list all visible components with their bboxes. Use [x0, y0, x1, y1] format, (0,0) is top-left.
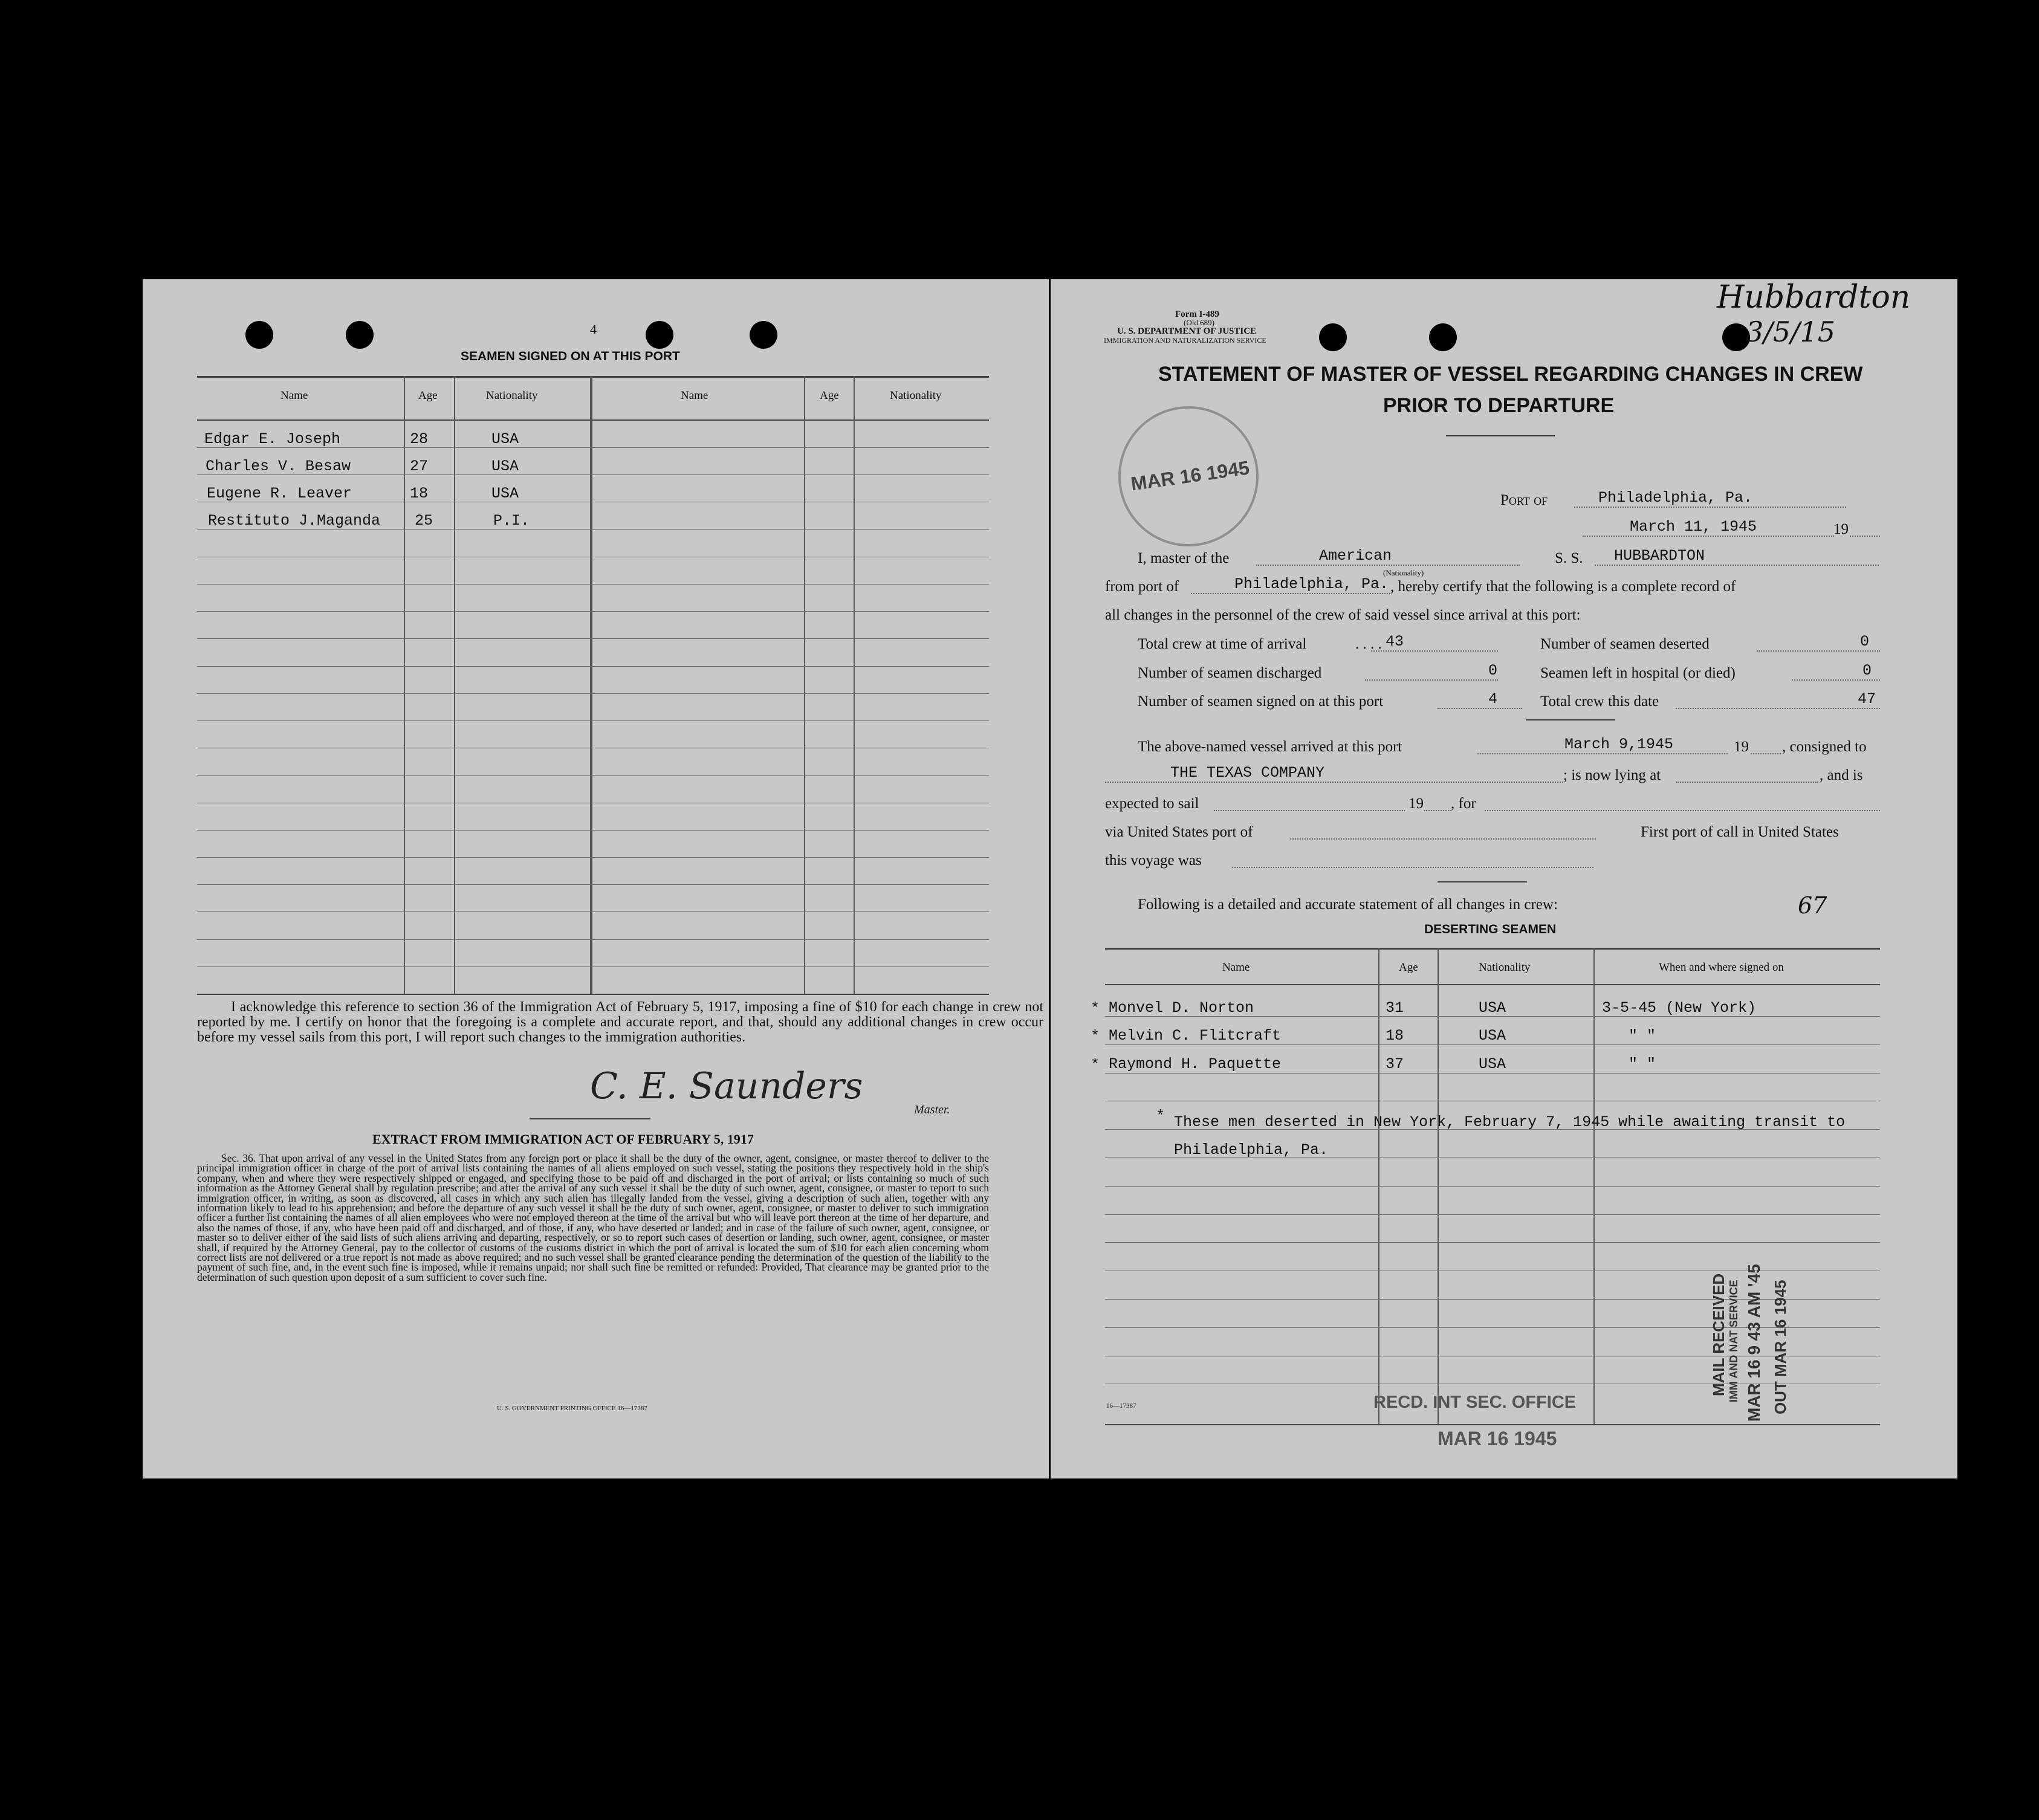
deserted-label: Number of seamen deserted — [1540, 636, 1710, 652]
sail-year: 19 — [1408, 795, 1424, 812]
col-header-age-2: Age — [820, 389, 839, 402]
table-row-line — [197, 693, 989, 694]
stamp-received-office: RECD. INT SEC. OFFICE — [1373, 1393, 1577, 1412]
master-signature: C. E. Saunders — [590, 1065, 863, 1107]
col-header-name-2: Name — [681, 389, 708, 402]
following-label: Following is a detailed and accurate statement of all changes in crew: — [1138, 896, 1558, 913]
row-nationality: P.I. — [493, 512, 530, 529]
total-crew-arrival: 43 — [1386, 633, 1404, 650]
column-divider — [590, 376, 592, 994]
col-header-nationality: Nationality — [486, 389, 538, 402]
acknowledgment-text: I acknowledge this reference to section 36 of the Immigration Act of February 5, 1917, imposing a fine of $10 for each change in crew not reported by me. I certify on honor that the foregoing is a complete and accurate report, and that, should any additional changes in crew occur before my vessel sails from this port, I will report such changes to the immigration authorities. — [197, 999, 1043, 1045]
extract-title: EXTRACT FROM IMMIGRATION ACT OF FEBRUARY 5, 1917 — [372, 1132, 754, 1147]
printing-office: U. S. GOVERNMENT PRINTING OFFICE 16—17387 — [497, 1405, 647, 1412]
port-field — [1574, 507, 1846, 508]
certify-text: , hereby certify that the following is a complete record of — [1390, 578, 1736, 595]
voyage-field — [1232, 867, 1593, 868]
handwritten-number: 3/5/15 — [1746, 316, 1836, 348]
lying-field — [1676, 782, 1818, 783]
table-row-line — [197, 939, 989, 940]
title-rule — [1446, 435, 1555, 436]
deserting-table-top-rule — [1105, 948, 1880, 950]
desert-col-signed-on: When and where signed on — [1659, 961, 1784, 974]
discharged-count: 0 — [1488, 662, 1498, 679]
table-row-line — [197, 857, 989, 858]
stamp-mail-received: MAIL RECEIVED — [1710, 1273, 1728, 1396]
deserting-table-bottom-rule — [1105, 1424, 1880, 1425]
divider — [1526, 719, 1615, 721]
discharged-label: Number of seamen discharged — [1138, 665, 1322, 681]
note-line-1: These men deserted in New York, February 7, 1945 while awaiting transit to — [1174, 1113, 1846, 1131]
punch-hole — [750, 321, 777, 349]
arrived-year-field — [1751, 753, 1781, 754]
total-crew-arrival-field — [1371, 650, 1498, 652]
desert-signed-on: " " — [1629, 1055, 1656, 1073]
desert-mark: * — [1091, 1000, 1100, 1017]
table-row-line — [197, 638, 989, 639]
table-row-line — [197, 666, 989, 667]
col-header-name: Name — [280, 389, 308, 402]
via-label: via United States port of — [1105, 824, 1253, 840]
dots: . . . . — [1355, 636, 1382, 652]
row-nationality: USA — [491, 485, 519, 502]
handwritten-vessel-name: Hubbardton — [1717, 279, 1911, 316]
punch-hole — [245, 321, 273, 349]
nationality-caption: (Nationality) — [1383, 568, 1424, 577]
table-row-line — [197, 775, 989, 776]
table-top-rule — [197, 376, 989, 378]
desert-name: Monvel D. Norton — [1109, 999, 1254, 1017]
table-row-line — [1105, 1242, 1880, 1243]
round-stamp-date: MAR 16 1945 — [1129, 456, 1251, 495]
hospital-label: Seamen left in hospital (or died) — [1540, 665, 1736, 681]
destination-field — [1485, 810, 1880, 811]
deserting-table-header-rule — [1105, 984, 1880, 985]
row-age: 27 — [410, 458, 429, 475]
table-row-line — [197, 884, 989, 885]
page-number: 4 — [590, 322, 597, 337]
table-row-line — [1105, 1214, 1880, 1215]
department: U. S. DEPARTMENT OF JUSTICE — [1117, 326, 1257, 336]
for-label: , for — [1451, 795, 1476, 812]
desert-nationality: USA — [1479, 1055, 1506, 1073]
from-port-value: Philadelphia, Pa. — [1234, 575, 1389, 593]
form-title-line2: PRIOR TO DEPARTURE — [1383, 394, 1615, 417]
deserted-count: 0 — [1860, 633, 1870, 650]
form-title-line1: STATEMENT OF MASTER OF VESSEL REGARDING CHANGES IN CREW — [1158, 363, 1863, 386]
signed-on-count: 4 — [1488, 690, 1498, 708]
desert-mark: * — [1091, 1056, 1100, 1074]
expected-label: expected to sail — [1105, 795, 1199, 812]
desert-age: 31 — [1386, 999, 1404, 1017]
divider — [530, 1118, 650, 1119]
arrived-label: The above-named vessel arrived at this port — [1138, 739, 1402, 755]
row-nationality: USA — [491, 430, 519, 448]
arrived-year: 19 — [1734, 739, 1749, 755]
ship-name-field — [1595, 565, 1879, 566]
ship-name: HUBBARDTON — [1614, 547, 1705, 565]
column-divider — [454, 376, 455, 994]
date-field — [1583, 536, 1834, 537]
desert-nationality: USA — [1479, 1027, 1506, 1044]
note-mark: * — [1156, 1107, 1165, 1125]
desert-nationality: USA — [1479, 999, 1506, 1017]
nationality-value: American — [1319, 547, 1392, 565]
col-header-age: Age — [418, 389, 438, 402]
from-port-field — [1191, 593, 1390, 594]
desert-age: 37 — [1386, 1055, 1404, 1073]
handwritten-67: 67 — [1798, 892, 1827, 919]
punch-hole — [346, 321, 374, 349]
deserted-field — [1757, 650, 1880, 652]
sail-year-field — [1424, 810, 1451, 811]
total-crew-date-field — [1676, 708, 1880, 709]
extract-text: Sec. 36. That upon arrival of any vessel in the United States from any foreign port or place it shall be the duty of the owner, agent, consignee, or master thereof to deliver to the principal immigration officer in charge of the port of arrival lists containing the names of all aliens employed on such vessel, stating the positions they respectively hold in the ship's company, when and where they were respectively shipped or engaged, and specifying those to be paid off and discharged in the port of arrival; or lists containing so much of such information as the Attorney General shall by regulation prescribe; and after the arrival of any such vessel it shall be the duty of such owner, agent, consignee, or master to report to such immigration officer, in writing, as soon as discovered, all cases in which any such alien has illegally landed from the vessel, giving a description of such alien, together with any information likely to lead to his apprehension; and before the departure of any such vessel it shall be the duty of such owner, agent, consignee, or master to deliver to such immigration officer a further list containing the names of all alien employees who were not employed thereon at the time of the arrival but who will leave port thereon at the time of her departure, and also the names of those, if any, who have been paid off and discharged, and of those, if any, who have deserted or landed; and in case of the failure of such owner, agent, consignee, or master so to deliver either of the said lists of such aliens arriving and departing, respectively, or so to report such cases of desertion or landing, such owner, agent, consignee, or master shall, if required by the Attorney General, pay to the collector of customs of the customs district in which the port of arrival is located the sum of $10 for each alien concerning whom correct lists are not delivered or a true report is not made as above required; and no such vessel shall be granted clearance pending the determination of the question of the liability to the payment of such fine, and, in the event such fine is imposed, while it remains unpaid; nor shall such fine be remitted or refunded: Provided, That clearance may be granted prior to the determination of such question upon deposit of a sum sufficient to cover such fine. — [197, 1152, 989, 1283]
discharged-field — [1365, 679, 1498, 681]
note-line-2: Philadelphia, Pa. — [1174, 1141, 1329, 1159]
total-crew-arrival-label: Total crew at time of arrival — [1138, 636, 1307, 652]
port-value: Philadelphia, Pa. — [1598, 489, 1753, 507]
desert-col-age: Age — [1399, 961, 1418, 974]
desert-signed-on: 3-5-45 (New York) — [1602, 999, 1757, 1017]
from-port-label: from port of — [1105, 578, 1179, 595]
row-name: Edgar E. Joseph — [204, 430, 341, 448]
ss-label: S. S. — [1555, 550, 1583, 566]
hospital-count: 0 — [1862, 662, 1872, 679]
desert-col-name: Name — [1222, 961, 1250, 974]
left-page — [143, 279, 1049, 1478]
signed-on-label: Number of seamen signed on at this port — [1138, 693, 1384, 710]
master-label: Master. — [914, 1103, 950, 1116]
row-name: Charles V. Besaw — [206, 458, 351, 475]
table-row-line — [197, 830, 989, 831]
column-divider — [854, 376, 855, 994]
stamp-mail-service: IMM AND NAT SERVICE — [1728, 1280, 1740, 1402]
row-nationality: USA — [491, 458, 519, 475]
row-name: Eugene R. Leaver — [207, 485, 352, 502]
consignee-field — [1105, 782, 1563, 783]
consigned-label: , consigned to — [1782, 739, 1867, 755]
divider — [1438, 881, 1527, 882]
row-age: 18 — [410, 485, 429, 502]
hospital-field — [1792, 679, 1880, 681]
certify-text-2: all changes in the personnel of the crew of said vessel since arrival at this port: — [1105, 607, 1581, 623]
year-field — [1850, 536, 1880, 537]
table-row-line — [1105, 1186, 1880, 1187]
table-row-line — [197, 584, 989, 585]
table-header-rule — [197, 419, 989, 421]
via-field — [1290, 838, 1596, 840]
old-form-number: (Old 689) — [1184, 318, 1214, 327]
punch-hole — [646, 321, 673, 349]
master-of-label: I, master of the — [1138, 550, 1230, 566]
first-port-label: First port of call in United States — [1641, 824, 1839, 840]
sail-date-field — [1214, 810, 1405, 811]
arrived-field — [1477, 753, 1728, 754]
table-row-line — [197, 611, 989, 612]
desert-signed-on: " " — [1629, 1027, 1656, 1044]
arrived-value: March 9,1945 — [1564, 736, 1674, 753]
total-crew-date-label: Total crew this date — [1540, 693, 1659, 710]
row-name: Restituto J.Maganda — [208, 512, 381, 529]
row-age: 25 — [415, 512, 433, 529]
desert-name: Raymond H. Paquette — [1109, 1055, 1282, 1073]
form-number: Form I-489 — [1175, 309, 1219, 319]
lying-label: ; is now lying at — [1563, 767, 1661, 783]
nationality-field — [1256, 565, 1520, 566]
punch-hole — [1429, 323, 1457, 351]
service-name: IMMIGRATION AND NATURALIZATION SERVICE — [1104, 336, 1266, 345]
year-prefix: 19 — [1833, 521, 1849, 537]
total-crew-date: 47 — [1858, 690, 1876, 708]
stamp-out-date: OUT MAR 16 1945 — [1771, 1280, 1789, 1414]
column-divider — [804, 376, 805, 994]
date-value: March 11, 1945 — [1630, 518, 1757, 536]
desert-col-nationality: Nationality — [1479, 961, 1531, 974]
row-age: 28 — [410, 430, 429, 448]
column-divider — [404, 376, 405, 994]
table-bottom-rule — [197, 994, 989, 995]
and-is-label: , and is — [1820, 767, 1863, 783]
signed-on-field — [1438, 708, 1522, 709]
right-page — [1051, 279, 1957, 1478]
punch-hole — [1319, 323, 1347, 351]
voyage-label: this voyage was — [1105, 852, 1202, 869]
col-header-nationality-2: Nationality — [890, 389, 942, 402]
port-label: Port of — [1500, 492, 1548, 508]
desert-age: 18 — [1386, 1027, 1404, 1044]
deserting-heading: DESERTING SEAMEN — [1424, 922, 1557, 936]
desert-name: Melvin C. Flitcraft — [1109, 1027, 1282, 1044]
stamp-received-date: MAR 16 1945 — [1438, 1428, 1557, 1449]
consignee: THE TEXAS COMPANY — [1170, 764, 1325, 782]
footer-code: 16—17387 — [1106, 1402, 1136, 1410]
desert-mark: * — [1091, 1028, 1100, 1045]
stamp-mail-date: MAR 16 9 43 AM '45 — [1745, 1264, 1763, 1422]
signed-on-heading: SEAMEN SIGNED ON AT THIS PORT — [461, 349, 680, 363]
